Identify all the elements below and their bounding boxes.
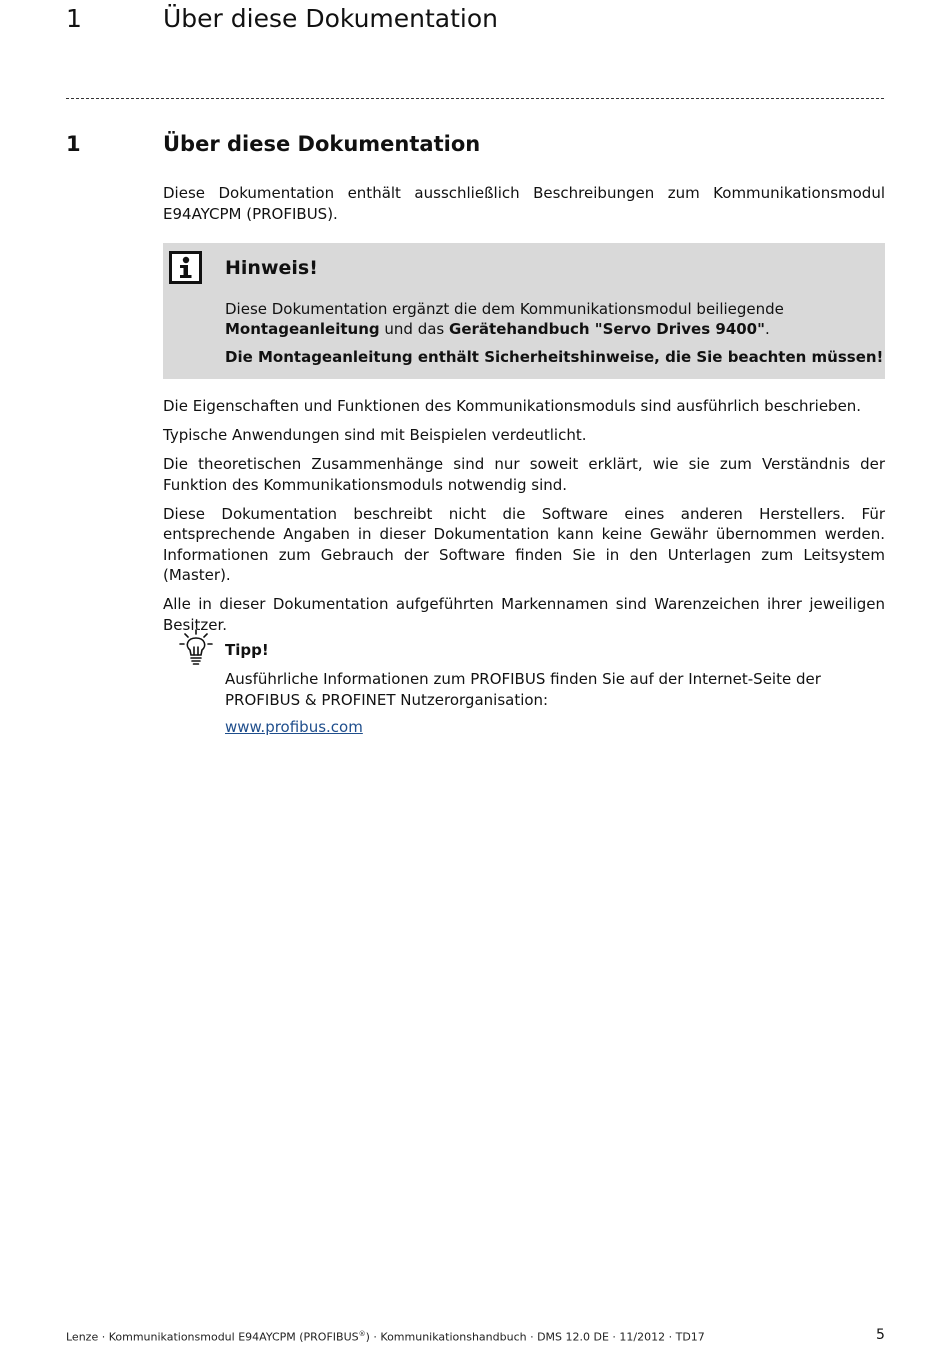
registered-mark: ® bbox=[358, 1330, 366, 1338]
tip-text: Ausführliche Informationen zum PROFIBUS finden Sie auf der Internet-Seite der PROFIBUS & PROFINET Nutzerorganisation: bbox=[225, 670, 821, 709]
chapter-number: 1 bbox=[66, 132, 81, 156]
profibus-link[interactable]: www.profibus.com bbox=[225, 718, 363, 736]
note-box bbox=[163, 243, 885, 379]
header-divider bbox=[66, 98, 884, 99]
page-number: 5 bbox=[876, 1327, 885, 1343]
info-icon bbox=[169, 251, 202, 284]
paragraph: Typische Anwendungen sind mit Beispielen verdeutlicht. bbox=[163, 426, 587, 444]
note-bold-geraetehandbuch: Gerätehandbuch "Servo Drives 9400" bbox=[449, 320, 765, 338]
intro-paragraph: Diese Dokumentation enthält ausschließlich Beschreibungen zum Kommunikationsmodul E94AYCPM (PROFIBUS). bbox=[163, 184, 885, 223]
paragraph: Die theoretischen Zusammenhänge sind nur soweit erklärt, wie sie zum Verständnis der Funktion des Kommunikationsmoduls notwendig sind. bbox=[163, 455, 885, 494]
tip-title: Tipp! bbox=[225, 641, 269, 659]
note-title: Hinweis! bbox=[225, 257, 318, 279]
paragraph: Diese Dokumentation beschreibt nicht die Software eines anderen Herstellers. Für entsprechende Angaben in dieser Dokumentation kann keine Gewähr übernommen werden. Informationen zum Gebrauch der Software finden Sie in den Unterlagen zum Leitsystem (Master). bbox=[163, 504, 885, 584]
note-bold-montageanleitung: Montageanleitung bbox=[225, 320, 380, 338]
note-warning: Die Montageanleitung enthält Sicherheitshinweise, die Sie beachten müssen! bbox=[225, 348, 884, 366]
body-text bbox=[163, 396, 885, 644]
lightbulb-icon bbox=[178, 629, 214, 667]
paragraph: Alle in dieser Dokumentation aufgeführten Markennamen sind Warenzeichen ihrer jeweiligen Besitzer. bbox=[163, 595, 885, 634]
running-header bbox=[66, 4, 886, 36]
note-text: Diese Dokumentation ergänzt die dem Kommunikationsmodul beiliegende Montageanleitung und das Gerätehandbuch "Servo Drives 9400". bbox=[225, 300, 784, 338]
header-chapter-number: 1 bbox=[66, 4, 82, 33]
chapter-title: Über diese Dokumentation bbox=[163, 132, 481, 156]
footer-text: Lenze · Kommunikationsmodul E94AYCPM (PROFIBUS®) · Kommunikationshandbuch · DMS 12.0 DE · 11/2012 · TD17 bbox=[66, 1330, 705, 1344]
header-chapter-title: Über diese Dokumentation bbox=[163, 4, 499, 33]
paragraph: Die Eigenschaften und Funktionen des Kommunikationsmoduls sind ausführlich beschrieben. bbox=[163, 397, 862, 415]
